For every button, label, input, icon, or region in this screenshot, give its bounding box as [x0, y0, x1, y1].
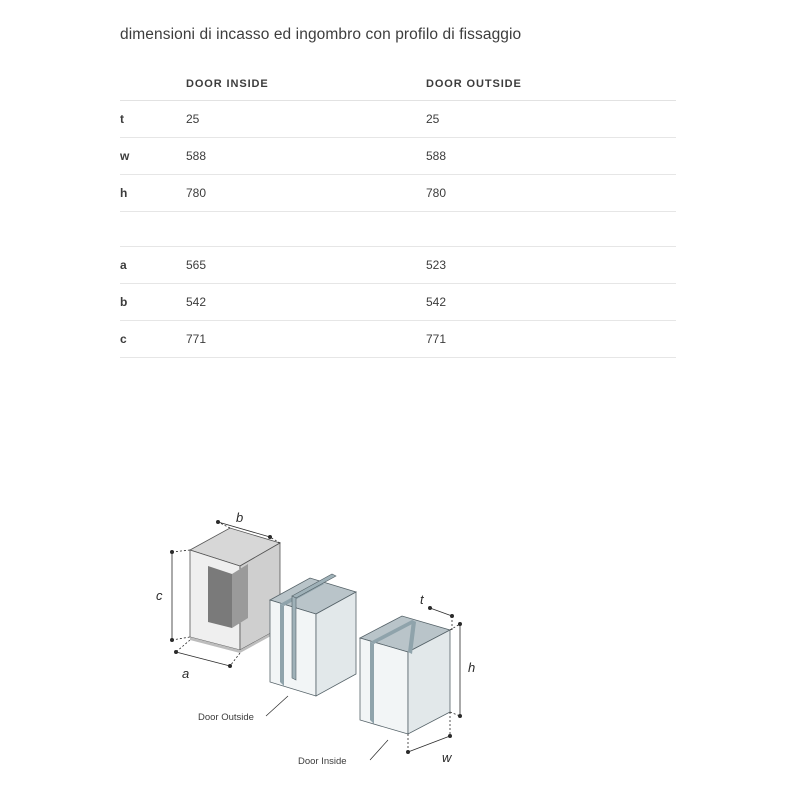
- row-value-outside: 25: [426, 101, 676, 138]
- row-value-inside: 780: [186, 175, 426, 212]
- table-header-row: [120, 72, 676, 101]
- row-key: b: [120, 284, 186, 321]
- dimension-label-t: t: [420, 592, 424, 607]
- table-row: [120, 138, 676, 175]
- dimension-label-b: b: [236, 510, 244, 525]
- caption-door-inside: Door Inside: [298, 756, 347, 767]
- dimension-h: [450, 622, 462, 718]
- dimension-label-h: h: [468, 660, 476, 675]
- column-header-door-outside: DOOR OUTSIDE: [426, 72, 676, 101]
- table-row: [120, 247, 676, 284]
- row-value-outside: 588: [426, 138, 676, 175]
- table-row: [120, 101, 676, 138]
- spacer-cell: [120, 212, 186, 247]
- dimension-label-c: c: [156, 588, 163, 603]
- row-value-outside: 523: [426, 247, 676, 284]
- column-header-key: [120, 72, 186, 101]
- table-row: [120, 321, 676, 358]
- caption-leader-outside: [266, 696, 288, 716]
- row-value-inside: 588: [186, 138, 426, 175]
- row-key: h: [120, 175, 186, 212]
- dimension-label-w: w: [442, 750, 452, 765]
- table-spacer-row: [120, 212, 676, 247]
- row-value-inside: 565: [186, 247, 426, 284]
- dimension-c: [170, 550, 190, 642]
- dimensions-table: [120, 72, 676, 358]
- table-row: [120, 175, 676, 212]
- spacer-cell: [186, 212, 426, 247]
- technical-drawing: [120, 500, 680, 790]
- row-key: w: [120, 138, 186, 175]
- row-key: a: [120, 247, 186, 284]
- niche-cabinet-illustration: [190, 528, 280, 653]
- dimension-label-a: a: [182, 666, 190, 681]
- caption-door-outside: Door Outside: [198, 712, 254, 723]
- door-outside-illustration: [270, 574, 356, 696]
- row-value-inside: 542: [186, 284, 426, 321]
- spacer-cell: [426, 212, 676, 247]
- caption-leader-inside: [370, 740, 388, 760]
- row-value-inside: 771: [186, 321, 426, 358]
- row-key: t: [120, 101, 186, 138]
- door-inside-illustration: [360, 616, 450, 734]
- row-value-outside: 771: [426, 321, 676, 358]
- row-value-outside: 780: [426, 175, 676, 212]
- page-title: dimensioni di incasso ed ingombro con profilo di fissaggio: [120, 26, 522, 43]
- table-row: [120, 284, 676, 321]
- row-value-outside: 542: [426, 284, 676, 321]
- column-header-door-inside: DOOR INSIDE: [186, 72, 426, 101]
- row-key: c: [120, 321, 186, 358]
- row-value-inside: 25: [186, 101, 426, 138]
